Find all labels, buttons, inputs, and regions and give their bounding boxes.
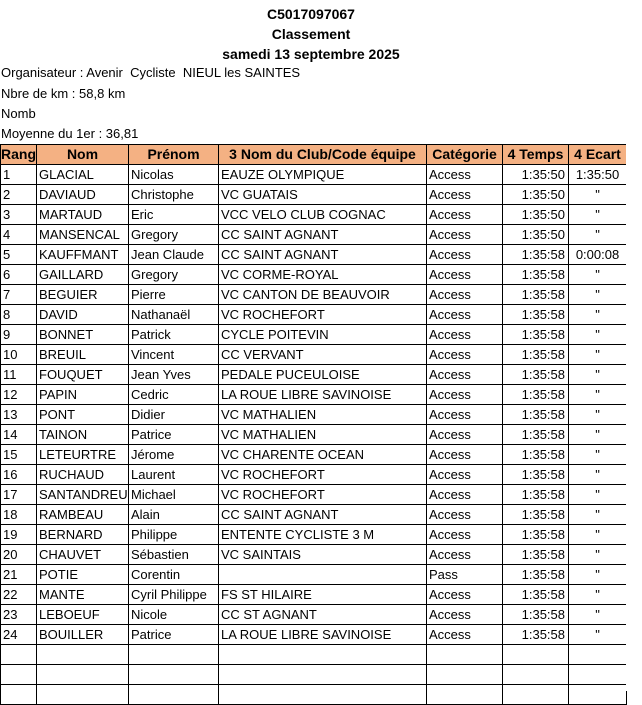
nom-cell: BEGUIER [37,285,129,305]
column-header-club: 3 Nom du Club/Code équipe [219,145,427,165]
race-code: C5017097067 [267,6,355,22]
club-cell: LA ROUE LIBRE SAVINOISE [219,385,427,405]
temps-cell: 1:35:50 [503,185,569,205]
club-cell: FS ST HILAIRE [219,585,427,605]
club-cell: VC SAINTAIS [219,545,427,565]
table-row [1,505,627,525]
rang-cell: 18 [1,505,37,525]
table-row [1,285,627,305]
categorie-cell: Access [427,365,503,385]
temps-cell: 1:35:50 [503,205,569,225]
ecart-cell: " [569,325,627,345]
nomb-line: Nomb [1,106,36,121]
categorie-cell: Access [427,465,503,485]
table-row [1,265,627,285]
table-header-row [1,145,627,165]
prenom-cell: Cyril Philippe [129,585,219,605]
club-cell: VC CHARENTE OCEAN [219,445,427,465]
rang-cell: 9 [1,325,37,345]
rang-cell: 17 [1,485,37,505]
prenom-cell: Alain [129,505,219,525]
table-row [1,245,627,265]
nom-cell: PONT [37,405,129,425]
nom-cell: SANTANDREU [37,485,129,505]
ecart-cell: " [569,485,627,505]
temps-cell: 1:35:58 [503,425,569,445]
categorie-cell: Access [427,445,503,465]
nom-cell: BREUIL [37,345,129,365]
empty-cell [219,685,427,705]
categorie-cell: Access [427,405,503,425]
prenom-cell: Patrice [129,425,219,445]
table-row [1,465,627,485]
club-cell: VC ROCHEFORT [219,485,427,505]
empty-row [1,685,627,705]
nom-cell: POTIE [37,565,129,585]
club-cell: VCC VELO CLUB COGNAC [219,205,427,225]
column-header-prenom: Prénom [129,145,219,165]
column-header-temps: 4 Temps [503,145,569,165]
empty-row [1,645,627,665]
table-row [1,225,627,245]
nom-cell: LETEURTRE [37,445,129,465]
prenom-cell: Nicolas [129,165,219,185]
prenom-cell: Cedric [129,385,219,405]
club-cell: VC MATHALIEN [219,405,427,425]
prenom-cell: Patrice [129,625,219,645]
temps-cell: 1:35:58 [503,385,569,405]
ecart-cell: " [569,425,627,445]
categorie-cell: Access [427,485,503,505]
empty-cell [569,645,627,665]
prenom-cell: Pierre [129,285,219,305]
page-title: Classement [271,26,351,42]
club-cell: CC SAINT AGNANT [219,225,427,245]
prenom-cell: Jérome [129,445,219,465]
rang-cell: 21 [1,565,37,585]
club-cell: CC SAINT AGNANT [219,245,427,265]
categorie-cell: Access [427,385,503,405]
categorie-cell: Access [427,345,503,365]
rang-cell: 12 [1,385,37,405]
results-table [0,144,627,705]
ecart-cell: " [569,345,627,365]
club-cell: VC CORME-ROYAL [219,265,427,285]
nom-cell: PAPIN [37,385,129,405]
rang-cell: 16 [1,465,37,485]
sheet-margin [626,0,642,691]
temps-cell: 1:35:58 [503,405,569,425]
rang-cell: 10 [1,345,37,365]
temps-cell: 1:35:58 [503,525,569,545]
table-row [1,345,627,365]
table-row [1,185,627,205]
empty-cell [1,665,37,685]
prenom-cell: Gregory [129,265,219,285]
table-row [1,165,627,185]
temps-cell: 1:35:58 [503,605,569,625]
prenom-cell: Nicole [129,605,219,625]
club-cell [219,565,427,585]
club-cell: VC GUATAIS [219,185,427,205]
empty-cell [503,665,569,685]
rang-cell: 1 [1,165,37,185]
prenom-cell: Michael [129,485,219,505]
categorie-cell: Access [427,505,503,525]
table-row [1,625,627,645]
empty-cell [1,685,37,705]
temps-cell: 1:35:58 [503,365,569,385]
club-cell: CC SAINT AGNANT [219,505,427,525]
prenom-cell: Jean Yves [129,365,219,385]
temps-cell: 1:35:58 [503,345,569,365]
nom-cell: DAVIAUD [37,185,129,205]
ecart-cell: " [569,625,627,645]
table-row [1,325,627,345]
club-cell: CC VERVANT [219,345,427,365]
temps-cell: 1:35:58 [503,445,569,465]
ecart-cell: " [569,385,627,405]
empty-cell [427,645,503,665]
empty-cell [219,645,427,665]
nom-cell: FOUQUET [37,365,129,385]
nom-cell: MANTE [37,585,129,605]
temps-cell: 1:35:58 [503,285,569,305]
prenom-cell: Laurent [129,465,219,485]
rang-cell: 13 [1,405,37,425]
ecart-cell: " [569,465,627,485]
ecart-cell: " [569,445,627,465]
temps-cell: 1:35:50 [503,165,569,185]
categorie-cell: Access [427,625,503,645]
table-row [1,485,627,505]
prenom-cell: Patrick [129,325,219,345]
column-header-nom: Nom [37,145,129,165]
empty-cell [129,685,219,705]
table-row [1,545,627,565]
rang-cell: 2 [1,185,37,205]
club-cell: VC CANTON DE BEAUVOIR [219,285,427,305]
categorie-cell: Access [427,525,503,545]
nom-cell: MARTAUD [37,205,129,225]
temps-cell: 1:35:58 [503,545,569,565]
organizer-line: Organisateur : Avenir Cycliste NIEUL les SAINTES [1,65,301,80]
ecart-cell: " [569,225,627,245]
prenom-cell: Christophe [129,185,219,205]
nom-cell: BONNET [37,325,129,345]
nom-cell: RUCHAUD [37,465,129,485]
ecart-cell: " [569,185,627,205]
ecart-cell: " [569,505,627,525]
nom-cell: CHAUVET [37,545,129,565]
rang-cell: 14 [1,425,37,445]
empty-cell [427,665,503,685]
rang-cell: 5 [1,245,37,265]
categorie-cell: Pass [427,565,503,585]
prenom-cell: Gregory [129,225,219,245]
nom-cell: KAUFFMANT [37,245,129,265]
empty-cell [503,645,569,665]
ecart-cell: " [569,525,627,545]
temps-cell: 1:35:58 [503,585,569,605]
categorie-cell: Access [427,245,503,265]
ecart-cell: " [569,205,627,225]
rang-cell: 23 [1,605,37,625]
ecart-cell: " [569,265,627,285]
categorie-cell: Access [427,265,503,285]
rang-cell: 6 [1,265,37,285]
nom-cell: GAILLARD [37,265,129,285]
average-speed-line: Moyenne du 1er : 36,81 [1,126,139,141]
club-cell: VC ROCHEFORT [219,465,427,485]
ecart-cell: " [569,285,627,305]
categorie-cell: Access [427,285,503,305]
table-row [1,405,627,425]
table-row [1,305,627,325]
temps-cell: 1:35:58 [503,625,569,645]
rang-cell: 22 [1,585,37,605]
temps-cell: 1:35:50 [503,225,569,245]
club-cell: CYCLE POITEVIN [219,325,427,345]
categorie-cell: Access [427,225,503,245]
rang-cell: 11 [1,365,37,385]
empty-cell [427,685,503,705]
temps-cell: 1:35:58 [503,485,569,505]
table-row [1,605,627,625]
empty-cell [37,685,129,705]
club-cell: EAUZE OLYMPIQUE [219,165,427,185]
categorie-cell: Access [427,425,503,445]
rang-cell: 20 [1,545,37,565]
empty-cell [569,685,627,705]
categorie-cell: Access [427,205,503,225]
table-row [1,525,627,545]
ecart-cell: " [569,305,627,325]
nom-cell: LEBOEUF [37,605,129,625]
nom-cell: RAMBEAU [37,505,129,525]
rang-cell: 4 [1,225,37,245]
prenom-cell: Philippe [129,525,219,545]
club-cell: PEDALE PUCEULOISE [219,365,427,385]
categorie-cell: Access [427,165,503,185]
temps-cell: 1:35:58 [503,245,569,265]
club-cell: VC MATHALIEN [219,425,427,445]
empty-cell [503,685,569,705]
table-row [1,425,627,445]
table-row [1,385,627,405]
rang-cell: 3 [1,205,37,225]
race-date: samedi 13 septembre 2025 [222,46,400,62]
ecart-cell: " [569,405,627,425]
categorie-cell: Access [427,325,503,345]
temps-cell: 1:35:58 [503,565,569,585]
rang-cell: 8 [1,305,37,325]
empty-cell [37,645,129,665]
ecart-cell: " [569,605,627,625]
categorie-cell: Access [427,185,503,205]
empty-row [1,665,627,685]
prenom-cell: Nathanaël [129,305,219,325]
column-header-ecart: 4 Ecart [569,145,627,165]
table-row [1,365,627,385]
table-row [1,205,627,225]
nom-cell: BERNARD [37,525,129,545]
temps-cell: 1:35:58 [503,265,569,285]
club-cell: ENTENTE CYCLISTE 3 M [219,525,427,545]
prenom-cell: Didier [129,405,219,425]
rang-cell: 24 [1,625,37,645]
categorie-cell: Access [427,545,503,565]
column-header-rang: Rang [1,145,37,165]
prenom-cell: Corentin [129,565,219,585]
rang-cell: 19 [1,525,37,545]
table-row [1,445,627,465]
ecart-cell: " [569,545,627,565]
empty-cell [129,665,219,685]
empty-cell [129,645,219,665]
empty-cell [37,665,129,685]
temps-cell: 1:35:58 [503,305,569,325]
empty-cell [219,665,427,685]
distance-line: Nbre de km : 58,8 km [1,86,126,101]
ecart-cell: " [569,365,627,385]
temps-cell: 1:35:58 [503,465,569,485]
temps-cell: 1:35:58 [503,325,569,345]
prenom-cell: Vincent [129,345,219,365]
prenom-cell: Eric [129,205,219,225]
prenom-cell: Jean Claude [129,245,219,265]
nom-cell: TAINON [37,425,129,445]
rang-cell: 7 [1,285,37,305]
nom-cell: BOUILLER [37,625,129,645]
prenom-cell: Sébastien [129,545,219,565]
column-header-categorie: Catégorie [427,145,503,165]
ecart-cell: " [569,585,627,605]
empty-cell [1,645,37,665]
ecart-cell: 1:35:50 [569,165,627,185]
club-cell: VC ROCHEFORT [219,305,427,325]
club-cell: CC ST AGNANT [219,605,427,625]
nom-cell: MANSENCAL [37,225,129,245]
nom-cell: GLACIAL [37,165,129,185]
table-row [1,585,627,605]
categorie-cell: Access [427,605,503,625]
temps-cell: 1:35:58 [503,505,569,525]
categorie-cell: Access [427,585,503,605]
empty-cell [569,665,627,685]
club-cell: LA ROUE LIBRE SAVINOISE [219,625,427,645]
table-row [1,565,627,585]
categorie-cell: Access [427,305,503,325]
nom-cell: DAVID [37,305,129,325]
rang-cell: 15 [1,445,37,465]
ecart-cell: " [569,565,627,585]
ecart-cell: 0:00:08 [569,245,627,265]
